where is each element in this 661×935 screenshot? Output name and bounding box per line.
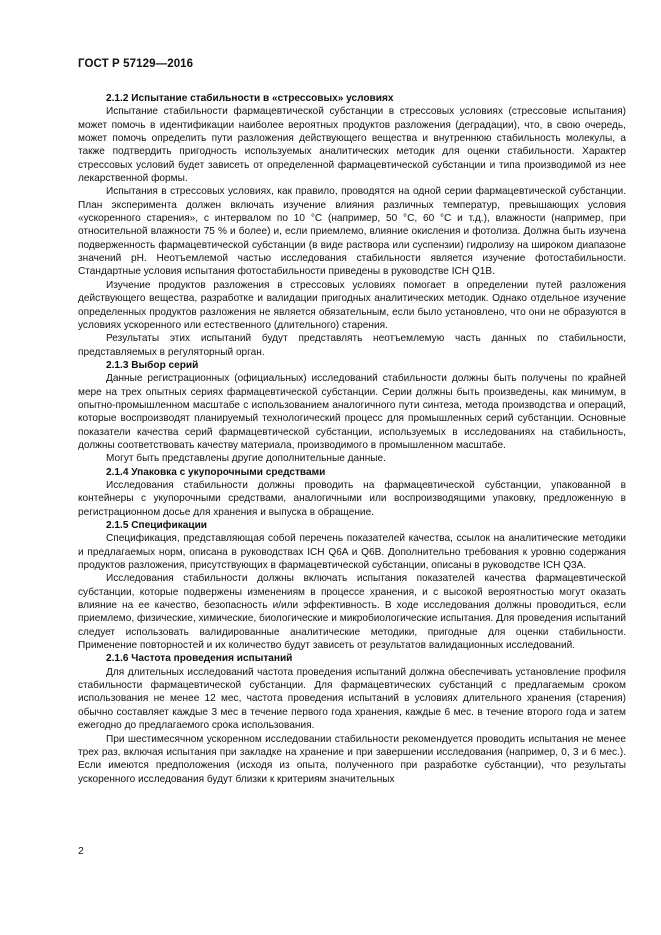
section-2-1-2 <box>78 92 626 359</box>
section-heading: 2.1.6 Частота проведения испытаний <box>106 653 293 665</box>
section-heading: 2.1.3 Выбор серий <box>106 359 199 371</box>
paragraph: Спецификация, представляющая собой перечень показателей качества, ссылок на аналитические методики и предлагаемых норм, описана в руководствах ICH Q6A и Q6B. Дополнительно требования к уровню содержания продуктов разложения, присутствующих в фармацевтической субстанции, описаны в руководстве ICH Q3A. <box>78 533 626 572</box>
paragraph: Данные регистрационных (официальных) исследований стабильности должны быть получены по крайней мере на трех опытных сериях фармацевтической субстанции. Серии должны быть произведены, как минимум, в опытно-промышленном масштабе с использованием аналогичного пути синтеза, метода производства и операций, которые воспроизводят планируемый технологический процесс для промышленных серий субстанции. Основные показатели качества серий фармацевтической субстанции, используемых в исследованиях на стабильность, должны соответствовать качеству материала, производимого в промышленном масштабе. <box>78 373 626 451</box>
paragraph: Могут быть представлены другие дополнительные данные. <box>106 453 386 465</box>
section-heading: 2.1.4 Упаковка с укупорочными средствами <box>106 466 326 478</box>
section-2-1-3 <box>78 359 626 466</box>
paragraph: Для длительных исследований частота проведения испытаний должна обеспечивать установление профиля стабильности фармацевтической субстанции. Для фармацевтических субстанций с предлагаемым сроком использования не менее 12 мес, частота проведения испытаний в условиях длительного хранения (старения) обычно составляет каждые 3 мес в течение первого года хранения, каждые 6 мес. в течение второго года и затем ежегодно до предлагаемого срока использования. <box>78 666 626 732</box>
paragraph: Изучение продуктов разложения в стрессовых условиях помогает в определении путей разложения действующего вещества, разработке и валидации пригодных аналитических методик. Однако отдельное изучение определенных продуктов разложения не является обязательным, если было установлено, что они не образуются в условиях ускоренного или естественного (длительного) старения. <box>78 279 626 331</box>
document-body <box>78 92 626 786</box>
document-header: ГОСТ Р 57129—2016 <box>78 58 194 70</box>
paragraph: Исследования стабильности должны включать испытания показателей качества фармацевтической субстанции, которые подвержены изменениям в процессе хранения, и с высокой вероятностью могут оказать влияние на ее качество, безопасность и/или эффективность. В ходе исследования должны проводиться, если приемлемо, физические, химические, биологические и микробиологические испытания. Для проведения испытаний следует использовать валидированные аналитические методики, пригодные для оценки стабильности. Применение повторностей и их количество будут зависеть от результатов валидационных исследований. <box>78 573 626 652</box>
paragraph: Исследования стабильности должны проводить на фармацевтической субстанции, упакованной в контейнеры с укупорочными средствами, аналогичными или воспроизводящими упаковку, предложенную в регистрационном досье для хранения и выпуска в обращение. <box>78 479 626 518</box>
section-2-1-6 <box>78 652 626 785</box>
section-heading: 2.1.2 Испытание стабильности в «стрессовых» условиях <box>106 93 394 104</box>
page-number: 2 <box>78 845 84 857</box>
section-2-1-5 <box>78 519 626 652</box>
paragraph: Испытание стабильности фармацевтической субстанции в стрессовых условиях (стрессовые испытания) может помочь в идентификации наиболее вероятных продуктов разложения (деградации), что, в свою очередь, может помочь определить пути разложения действующего вещества и внутреннюю стабильность молекулы, а также подтвердить пригодность используемых аналитических методик для оценки стабильности. Характер стрессовых условий будет зависеть от определенной фармацевтической субстанции и типа производимой из нее лекарственной формы. <box>78 106 626 185</box>
section-heading: 2.1.5 Спецификации <box>106 520 207 531</box>
section-2-1-4 <box>78 466 626 519</box>
paragraph: При шестимесячном ускоренном исследовании стабильности рекомендуется проводить испытания не менее трех раз, включая испытания при закладке на хранение и при завершении исследования (например, 0, 3 и 6 мес.). Если имеются предположения (исходя из опыта, полученного при разработке субстанции), что результаты ускоренного исследования будут близки к критериям значительных <box>78 733 626 785</box>
paragraph: Испытания в стрессовых условиях, как правило, проводятся на одной серии фармацевтической субстанции. План эксперимента должен включать изучение влияния различных температур, превышающих условия «ускоренного старения», с интервалом по 10 °С (например, 50 °С, 60 °С и т.д.), влажности (например, при относительной влажности 75 % и более) и, если приемлемо, влияние окисления и фотолиза. Должна быть изучена подверженность фармацевтической субстанции (в виде раствора или суспензии) гидролизу на широком диапазоне значений pH. Неотъемлемой частью исследования стабильности является изучение фотостабильности. Стандартные условия испытания фотостабильности приведены в руководстве ICH Q1B. <box>78 186 626 278</box>
paragraph: Результаты этих испытаний будут представлять неотъемлемую часть данных по стабильности, представляемых в регуляторный орган. <box>78 333 626 358</box>
